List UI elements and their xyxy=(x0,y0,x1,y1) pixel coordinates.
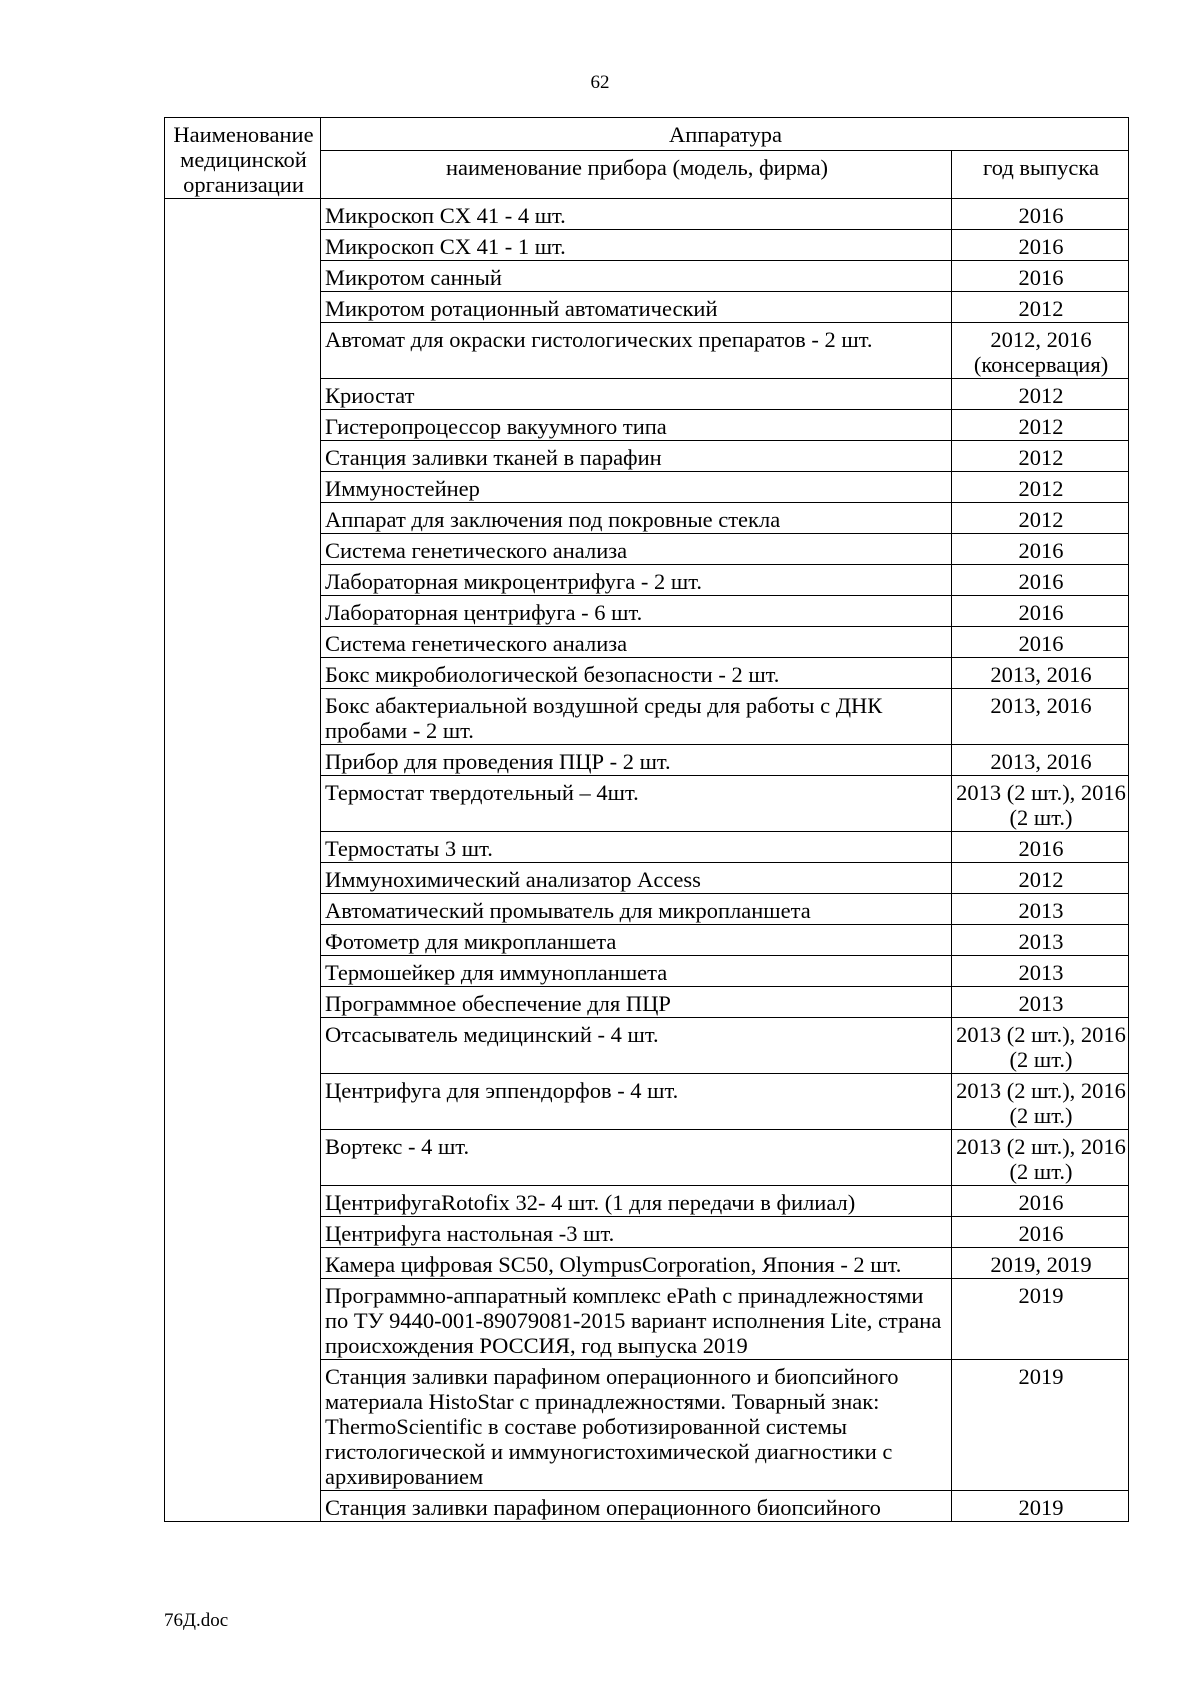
year-cell: 2013, 2016 xyxy=(952,658,1129,689)
device-name-cell: Иммуностейнер xyxy=(320,472,951,503)
device-name-cell: Бокс абактериальной воздушной среды для работы с ДНК пробами - 2 шт. xyxy=(320,689,951,745)
year-cell: 2019 xyxy=(952,1491,1129,1522)
year-cell: 2012 xyxy=(952,410,1129,441)
year-cell: 2012 xyxy=(952,441,1129,472)
device-name-cell: Система генетического анализа xyxy=(320,627,951,658)
year-cell: 2016 xyxy=(952,230,1129,261)
year-cell: 2019, 2019 xyxy=(952,1248,1129,1279)
device-name-cell: Система генетического анализа xyxy=(320,534,951,565)
device-name-cell: Прибор для проведения ПЦР - 2 шт. xyxy=(320,745,951,776)
year-cell: 2012 xyxy=(952,292,1129,323)
device-name-cell: Криостат xyxy=(320,379,951,410)
year-cell: 2016 xyxy=(952,1186,1129,1217)
year-cell: 2016 xyxy=(952,627,1129,658)
year-column-header: год выпуска xyxy=(952,151,1129,199)
org-cell xyxy=(165,199,321,1522)
device-name-cell: Программно-аппаратный комплекс ePath с принадлежностями по ТУ 9440-001-89079081-2015 вариант исполнения Lite, страна происхождения РОССИЯ, год выпуска 2019 xyxy=(320,1279,951,1360)
year-cell: 2013 (2 шт.), 2016 (2 шт.) xyxy=(952,776,1129,832)
year-cell: 2013, 2016 xyxy=(952,745,1129,776)
device-name-cell: Станция заливки парафином операционного и биопсийного материала HistoStar с принадлежностями. Товарный знак: ThermoScientific в составе роботизированной системы гистологической и иммуногистохимической диагностики с архивированием xyxy=(320,1360,951,1491)
year-cell: 2013 (2 шт.), 2016 (2 шт.) xyxy=(952,1074,1129,1130)
device-name-cell: Аппарат для заключения под покровные стекла xyxy=(320,503,951,534)
device-name-cell: Иммунохимический анализатор Access xyxy=(320,863,951,894)
footer-filename: 76Д.doc xyxy=(164,1610,229,1631)
year-cell: 2013 xyxy=(952,894,1129,925)
year-cell: 2013, 2016 xyxy=(952,689,1129,745)
device-name-column-header: наименование прибора (модель, фирма) xyxy=(320,151,951,199)
year-cell: 2013 xyxy=(952,925,1129,956)
year-cell: 2016 xyxy=(952,261,1129,292)
year-cell: 2019 xyxy=(952,1360,1129,1491)
year-cell: 2013 (2 шт.), 2016 (2 шт.) xyxy=(952,1130,1129,1186)
table-body xyxy=(165,199,1129,1522)
device-name-cell: Термостат твердотельный – 4шт. xyxy=(320,776,951,832)
device-name-cell: Центрифуга настольная -3 шт. xyxy=(320,1217,951,1248)
device-name-cell: Микротом ротационный автоматический xyxy=(320,292,951,323)
device-name-cell: Термостаты 3 шт. xyxy=(320,832,951,863)
year-cell: 2016 xyxy=(952,1217,1129,1248)
page-number: 62 xyxy=(590,72,610,93)
device-name-cell: Автоматический промыватель для микропланшета xyxy=(320,894,951,925)
table-row xyxy=(165,199,1129,230)
device-name-cell: Гистеропроцессор вакуумного типа xyxy=(320,410,951,441)
device-name-cell: ЦентрифугаRotofix 32- 4 шт. (1 для передачи в филиал) xyxy=(320,1186,951,1217)
year-cell: 2013 xyxy=(952,956,1129,987)
year-cell: 2012 xyxy=(952,863,1129,894)
device-name-cell: Станция заливки парафином операционного биопсийного xyxy=(320,1491,951,1522)
org-column-header: Наименование медицинской организации xyxy=(165,118,321,199)
device-name-cell: Микроскоп CX 41 - 4 шт. xyxy=(320,199,951,230)
table-header xyxy=(165,118,1129,199)
year-cell: 2016 xyxy=(952,596,1129,627)
device-name-cell: Центрифуга для эппендорфов - 4 шт. xyxy=(320,1074,951,1130)
year-cell: 2013 xyxy=(952,987,1129,1018)
device-name-cell: Лабораторная центрифуга - 6 шт. xyxy=(320,596,951,627)
year-cell: 2012 xyxy=(952,379,1129,410)
device-name-cell: Лабораторная микроцентрифуга - 2 шт. xyxy=(320,565,951,596)
device-name-cell: Микроскоп CX 41 - 1 шт. xyxy=(320,230,951,261)
device-name-cell: Микротом санный xyxy=(320,261,951,292)
year-cell: 2019 xyxy=(952,1279,1129,1360)
year-cell: 2016 xyxy=(952,832,1129,863)
year-cell: 2012, 2016 (консервация) xyxy=(952,323,1129,379)
year-cell: 2016 xyxy=(952,565,1129,596)
device-name-cell: Камера цифровая SC50, OlympusCorporation, Япония - 2 шт. xyxy=(320,1248,951,1279)
year-cell: 2016 xyxy=(952,199,1129,230)
device-name-cell: Термошейкер для иммунопланшета xyxy=(320,956,951,987)
device-name-cell: Бокс микробиологической безопасности - 2 шт. xyxy=(320,658,951,689)
device-name-cell: Программное обеспечение для ПЦР xyxy=(320,987,951,1018)
apparatus-header: Аппаратура xyxy=(320,118,1128,151)
device-name-cell: Автомат для окраски гистологических препаратов - 2 шт. xyxy=(320,323,951,379)
year-cell: 2012 xyxy=(952,472,1129,503)
year-cell: 2016 xyxy=(952,534,1129,565)
device-name-cell: Отсасыватель медицинский - 4 шт. xyxy=(320,1018,951,1074)
year-cell: 2013 (2 шт.), 2016 (2 шт.) xyxy=(952,1018,1129,1074)
equipment-table xyxy=(164,117,1129,1522)
device-name-cell: Станция заливки тканей в парафин xyxy=(320,441,951,472)
device-name-cell: Вортекс - 4 шт. xyxy=(320,1130,951,1186)
year-cell: 2012 xyxy=(952,503,1129,534)
device-name-cell: Фотометр для микропланшета xyxy=(320,925,951,956)
